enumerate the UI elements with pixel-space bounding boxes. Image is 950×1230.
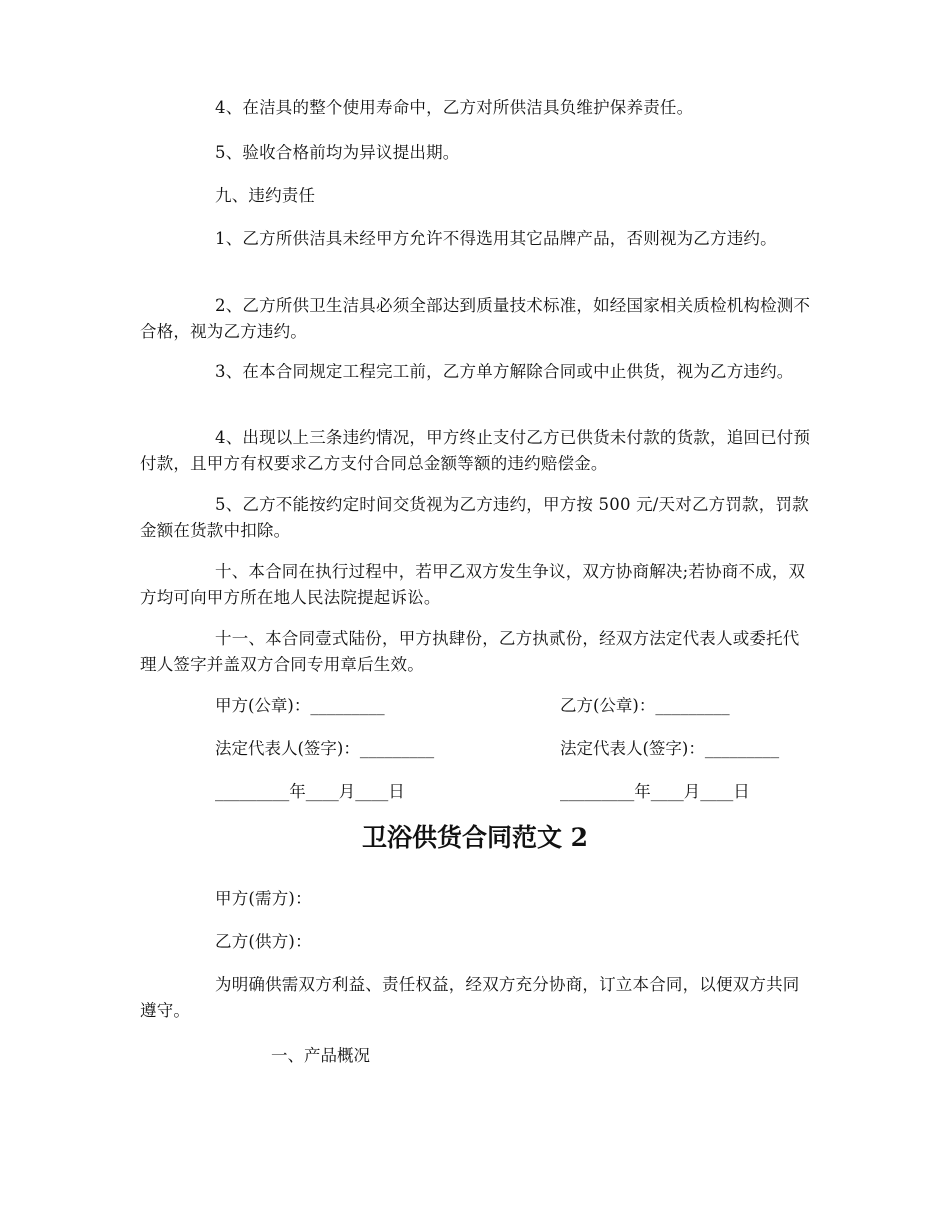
party-b-seal-field: 乙方(公章)：_________	[560, 696, 730, 715]
party-b-supplier: 乙方(供方)：	[215, 932, 312, 951]
clause-4-maintenance: 4、在洁具的整个使用寿命中，乙方对所供洁具负维护保养责任。	[215, 98, 694, 117]
signature-date-row	[0, 779, 950, 805]
clause-5-objection-period: 5、验收合格前均为异议提出期。	[215, 143, 460, 162]
breach-clause-3: 3、在本合同规定工程完工前，乙方单方解除合同或中止供货，视为乙方违约。	[215, 362, 794, 381]
intro-paragraph: 为明确供需双方利益、责任权益，经双方充分协商，订立本合同，以便双方共同遵守。	[140, 975, 800, 1020]
section-eleven-copies: 十一、本合同壹式陆份，甲方执肆份，乙方执贰份，经双方法定代表人或委托代理人签字并盖双方合同专用章后生效。	[140, 629, 800, 674]
party-a-rep-field: 法定代表人(签字)：_________	[215, 739, 435, 758]
party-b-date-field: _________年____月____日	[560, 782, 750, 801]
signature-rep-row	[0, 736, 950, 762]
section-one-heading: 一、产品概况	[271, 1046, 370, 1065]
breach-clause-1: 1、乙方所供洁具未经甲方允许不得选用其它品牌产品，否则视为乙方违约。	[215, 229, 777, 248]
section-ten-dispute: 十、本合同在执行过程中，若甲乙双方发生争议，双方协商解决;若协商不成，双方均可向甲方所在地人民法院提起诉讼。	[140, 562, 806, 607]
document-title: 卫浴供货合同范文 2	[361, 823, 589, 852]
breach-clause-5: 5、乙方不能按约定时间交货视为乙方违约，甲方按 500 元/天对乙方罚款，罚款金额在货款中扣除。	[140, 495, 809, 540]
party-a-buyer: 甲方(需方)：	[215, 889, 312, 908]
breach-clause-4: 4、出现以上三条违约情况，甲方终止支付乙方已供货未付款的货款，追回已付预付款，且甲方有权要求乙方支付合同总金额等额的违约赔偿金。	[140, 428, 811, 473]
section-nine-heading: 九、违约责任	[215, 186, 316, 205]
breach-clause-2: 2、乙方所供卫生洁具必须全部达到质量技术标准，如经国家相关质检机构检测不合格，视为乙方违约。	[140, 296, 811, 341]
party-a-seal-field: 甲方(公章)：_________	[215, 696, 385, 715]
party-a-date-field: _________年____月____日	[215, 782, 405, 801]
signature-seal-row	[0, 693, 950, 719]
party-b-rep-field: 法定代表人(签字)：_________	[560, 739, 780, 758]
